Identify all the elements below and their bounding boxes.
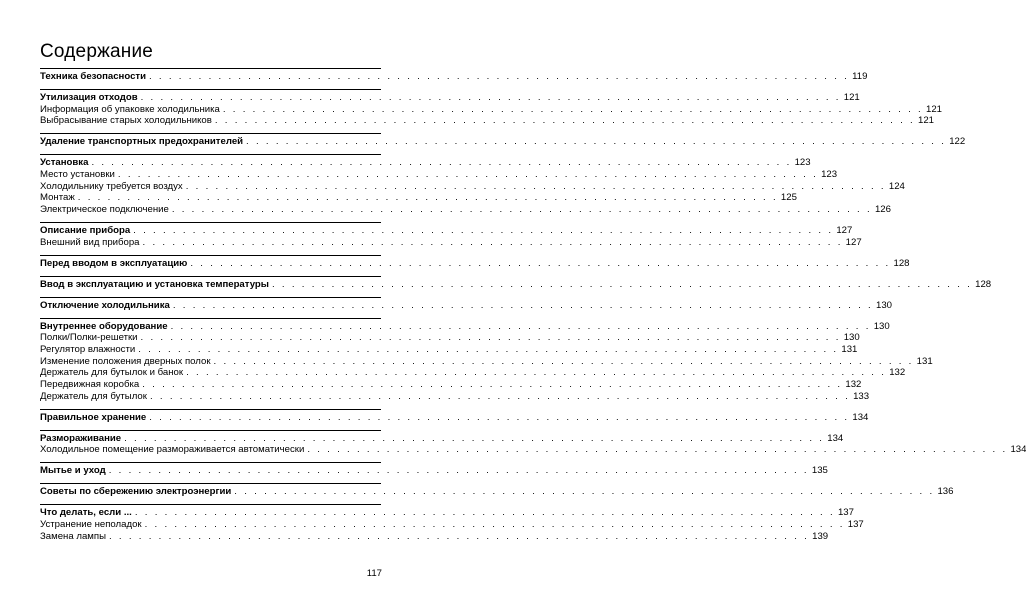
toc-entry xyxy=(40,204,891,216)
toc-entry-title: Держатель для бутылок и банок xyxy=(40,367,184,379)
toc-entry xyxy=(40,236,862,249)
toc-heading-entry xyxy=(40,432,844,445)
dot-leader: . . . . . . . . . . . . . . . . . . . . . . . . . . . . . . . . . . . . . . . . . . . . . . . . . . . . . . . . . . . . . . . . . . . . . . . xyxy=(140,91,841,103)
toc-entry-page: 136 xyxy=(937,486,954,498)
dot-leader: . . . . . . . . . . . . . . . . . . . . . . . . . . . . . . . . . . . . . . . . . . . . . . . . . . . . . . . . . . . . . . . . . . . . . . . xyxy=(134,507,835,519)
toc-entry xyxy=(40,180,905,193)
toc-section xyxy=(40,462,828,477)
toc-entry-page: 134 xyxy=(852,411,869,423)
dot-leader: . . . . . . . . . . . . . . . . . . . . . . . . . . . . . . . . . . . . . . . . . . . . . . . . . . . . . . . . . . . . . . . . . . . . . . . xyxy=(170,320,871,332)
dot-leader: . . . . . . . . . . . . . . . . . . . . . . . . . . . . . . . . . . . . . . . . . . . . . . . . . . . . . . . . . . . . . . . . . . . . . . . xyxy=(77,192,778,204)
toc-entry-title: Перед вводом в эксплуатацию xyxy=(40,257,188,269)
toc-entry-page: 131 xyxy=(916,355,933,367)
dot-leader: . . . . . . . . . . . . . . . . . . . . . . . . . . . . . . . . . . . . . . . . . . . . . . . . . . . . . . . . . . . . . . . . . . . . . . . xyxy=(138,344,839,356)
toc-entry-page: 124 xyxy=(888,180,905,192)
dot-leader: . . . . . . . . . . . . . . . . . . . . . . . . . . . . . . . . . . . . . . . . . . . . . . . . . . . . . . . . . . . . . . . . . . . . . . . xyxy=(234,486,935,498)
dot-leader: . . . . . . . . . . . . . . . . . . . . . . . . . . . . . . . . . . . . . . . . . . . . . . . . . . . . . . . . . . . . . . . . . . . . . . . xyxy=(108,465,809,477)
toc-entry xyxy=(40,192,797,204)
toc-entry xyxy=(40,444,1026,456)
toc-entry-title: Место установки xyxy=(40,169,115,180)
toc-entry-title: Передвижная коробка xyxy=(40,379,140,391)
toc-section xyxy=(40,154,905,216)
dot-leader: . . . . . . . . . . . . . . . . . . . . . . . . . . . . . . . . . . . . . . . . . . . . . . . . . . . . . . . . . . . . . . . . . . . . . . . xyxy=(186,367,887,379)
toc-entry-title: Регулятор влажности xyxy=(40,344,136,356)
toc-section xyxy=(40,89,943,127)
toc-entry-page: 133 xyxy=(853,390,870,402)
toc-entry-title: Информация об упаковке холодильника xyxy=(40,103,220,115)
toc-entry-title: Описание прибора xyxy=(40,225,131,237)
toc-entry-page: 122 xyxy=(949,136,966,148)
toc-heading-entry xyxy=(40,507,854,519)
toc-heading-entry xyxy=(40,411,869,424)
toc-section xyxy=(40,222,862,248)
toc-entry-title: Полки/Полки-решетки xyxy=(40,332,138,344)
table-of-contents xyxy=(40,68,1026,549)
toc-entry-page: 128 xyxy=(893,257,910,269)
toc-entry-page: 139 xyxy=(812,530,829,542)
dot-leader: . . . . . . . . . . . . . . . . . . . . . . . . . . . . . . . . . . . . . . . . . . . . . . . . . . . . . . . . . . . . . . . . . . . . . . . xyxy=(142,379,843,391)
toc-heading-entry xyxy=(40,70,868,83)
toc-entry-page: 121 xyxy=(917,115,934,127)
toc-heading-entry xyxy=(40,465,828,477)
toc-entry-page: 121 xyxy=(926,103,943,115)
toc-section xyxy=(40,409,869,424)
toc-section xyxy=(40,430,1026,456)
toc-entry-page: 132 xyxy=(889,367,906,379)
toc-heading-entry xyxy=(40,257,910,270)
dot-leader: . . . . . . . . . . . . . . . . . . . . . . . . . . . . . . . . . . . . . . . . . . . . . . . . . . . . . . . . . . . . . . . . . . . . . . . xyxy=(214,115,915,127)
toc-entry-title: Мытье и уход xyxy=(40,465,106,477)
toc-entry-title: Замена лампы xyxy=(40,530,106,542)
dot-leader: . . . . . . . . . . . . . . . . . . . . . . . . . . . . . . . . . . . . . . . . . . . . . . . . . . . . . . . . . . . . . . . . . . . . . . . xyxy=(171,204,872,216)
toc-entry-title: Удаление транспортных предохранителей xyxy=(40,136,244,148)
toc-entry-page: 127 xyxy=(836,225,853,237)
toc-entry-title: Холодильнику требуется воздух xyxy=(40,180,183,192)
toc-heading-entry xyxy=(40,320,890,333)
toc-entry-title: Отключение холодильника xyxy=(40,299,170,311)
toc-entry-title: Советы по сбережению электроэнергии xyxy=(40,486,232,498)
toc-entry xyxy=(40,169,838,181)
toc-section xyxy=(40,276,992,291)
dot-leader: . . . . . . . . . . . . . . . . . . . . . . . . . . . . . . . . . . . . . . . . . . . . . . . . . . . . . . . . . . . . . . . . . . . . . . . xyxy=(140,332,841,344)
toc-heading-entry xyxy=(40,91,860,104)
toc-heading-entry xyxy=(40,486,954,498)
toc-section xyxy=(40,483,954,498)
toc-entry xyxy=(40,530,829,543)
dot-leader: . . . . . . . . . . . . . . . . . . . . . . . . . . . . . . . . . . . . . . . . . . . . . . . . . . . . . . . . . . . . . . . . . . . . . . . xyxy=(185,180,886,192)
toc-entry-page: 125 xyxy=(780,192,797,204)
toc-entry xyxy=(40,332,860,344)
toc-section xyxy=(40,318,933,403)
toc-entry-title: Изменение положения дверных полок xyxy=(40,355,211,367)
dot-leader: . . . . . . . . . . . . . . . . . . . . . . . . . . . . . . . . . . . . . . . . . . . . . . . . . . . . . . . . . . . . . . . . . . . . . . . xyxy=(246,136,947,148)
dot-leader: . . . . . . . . . . . . . . . . . . . . . . . . . . . . . . . . . . . . . . . . . . . . . . . . . . . . . . . . . . . . . . . . . . . . . . . xyxy=(213,355,914,367)
toc-entry-title: Правильное хранение xyxy=(40,411,147,423)
toc-entry-title: Монтаж xyxy=(40,192,75,204)
dot-leader: . . . . . . . . . . . . . . . . . . . . . . . . . . . . . . . . . . . . . . . . . . . . . . . . . . . . . . . . . . . . . . . . . . . . . . . xyxy=(149,411,850,423)
toc-entry-page: 128 xyxy=(975,278,992,290)
toc-section xyxy=(40,297,892,312)
toc-entry-title: Ввод в эксплуатацию и установка температуры xyxy=(40,278,269,290)
toc-entry-page: 137 xyxy=(847,519,864,531)
toc-entry-page: 130 xyxy=(875,299,892,311)
toc-entry xyxy=(40,115,934,127)
dot-leader: . . . . . . . . . . . . . . . . . . . . . . . . . . . . . . . . . . . . . . . . . . . . . . . . . . . . . . . . . . . . . . . . . . . . . . . xyxy=(149,70,850,82)
toc-entry-page: 127 xyxy=(845,236,862,248)
toc-entry-title: Установка xyxy=(40,157,89,169)
toc-entry xyxy=(40,519,864,531)
dot-leader: . . . . . . . . . . . . . . . . . . . . . . . . . . . . . . . . . . . . . . . . . . . . . . . . . . . . . . . . . . . . . . . . . . . . . . . xyxy=(124,432,825,444)
toc-entry-title: Внешний вид прибора xyxy=(40,236,140,248)
toc-section xyxy=(40,133,966,148)
toc-entry-page: 131 xyxy=(841,344,858,356)
dot-leader: . . . . . . . . . . . . . . . . . . . . . . . . . . . . . . . . . . . . . . . . . . . . . . . . . . . . . . . . . . . . . . . . . . . . . . . xyxy=(142,236,843,248)
page-title: Содержание xyxy=(40,41,154,62)
toc-entry-page: 119 xyxy=(852,70,868,82)
dot-leader: . . . . . . . . . . . . . . . . . . . . . . . . . . . . . . . . . . . . . . . . . . . . . . . . . . . . . . . . . . . . . . . . . . . . . . . xyxy=(149,390,851,402)
toc-entry-title: Холодильное помещение размораживается автоматически xyxy=(40,444,305,456)
toc-entry-title: Держатель для бутылок xyxy=(40,390,147,402)
dot-leader: . . . . . . . . . . . . . . . . . . . . . . . . . . . . . . . . . . . . . . . . . . . . . . . . . . . . . . . . . . . . . . . . . . . . . . . xyxy=(117,169,819,180)
toc-entry-title: Электрическое подключение xyxy=(40,204,169,216)
dot-leader: . . . . . . . . . . . . . . . . . . . . . . . . . . . . . . . . . . . . . . . . . . . . . . . . . . . . . . . . . . . . . . . . . . . . . . . xyxy=(144,519,845,531)
toc-section xyxy=(40,68,868,83)
dot-leader: . . . . . . . . . . . . . . . . . . . . . . . . . . . . . . . . . . . . . . . . . . . . . . . . . . . . . . . . . . . . . . . . . . . . . . . xyxy=(133,225,834,237)
toc-entry xyxy=(40,103,943,116)
toc-entry xyxy=(40,390,870,403)
dot-leader: . . . . . . . . . . . . . . . . . . . . . . . . . . . . . . . . . . . . . . . . . . . . . . . . . . . . . . . . . . . . . . . . . . . . . . . xyxy=(91,157,792,169)
dot-leader: . . . . . . . . . . . . . . . . . . . . . . . . . . . . . . . . . . . . . . . . . . . . . . . . . . . . . . . . . . . . . . . . . . . . . . . xyxy=(271,278,973,290)
toc-heading-entry xyxy=(40,299,892,312)
toc-entry-page: 123 xyxy=(821,169,838,180)
toc-entry-page: 137 xyxy=(837,507,854,519)
toc-entry-page: 123 xyxy=(794,157,811,169)
toc-entry-page: 130 xyxy=(873,320,890,332)
toc-entry xyxy=(40,379,862,391)
toc-entry-title: Размораживание xyxy=(40,432,122,444)
toc-entry xyxy=(40,355,933,368)
toc-entry-page: 130 xyxy=(843,332,860,344)
dot-leader: . . . . . . . . . . . . . . . . . . . . . . . . . . . . . . . . . . . . . . . . . . . . . . . . . . . . . . . . . . . . . . . . . . . . . . . xyxy=(108,530,810,542)
dot-leader: . . . . . . . . . . . . . . . . . . . . . . . . . . . . . . . . . . . . . . . . . . . . . . . . . . . . . . . . . . . . . . . . . . . . . . . xyxy=(172,299,873,311)
toc-heading-entry xyxy=(40,225,853,237)
toc-entry xyxy=(40,344,858,356)
toc-entry-title: Техника безопасности xyxy=(40,70,146,82)
dot-leader: . . . . . . . . . . . . . . . . . . . . . . . . . . . . . . . . . . . . . . . . . . . . . . . . . . . . . . . . . . . . . . . . . . . . . . . xyxy=(190,257,891,269)
toc-entry-page: 132 xyxy=(845,379,862,391)
toc-entry-title: Устранение неполадок xyxy=(40,519,142,531)
toc-section xyxy=(40,504,864,542)
toc-entry-title: Внутреннее оборудование xyxy=(40,320,168,332)
page-number: 117 xyxy=(366,568,382,579)
toc-heading-entry xyxy=(40,136,966,148)
toc-entry-page: 121 xyxy=(843,91,860,103)
toc-entry xyxy=(40,367,906,379)
toc-entry-title: Утилизация отходов xyxy=(40,91,138,103)
toc-entry-page: 126 xyxy=(874,204,891,216)
toc-entry-page: 135 xyxy=(811,465,828,477)
dot-leader: . . . . . . . . . . . . . . . . . . . . . . . . . . . . . . . . . . . . . . . . . . . . . . . . . . . . . . . . . . . . . . . . . . . . . . . xyxy=(307,444,1008,456)
toc-entry-page: 134 xyxy=(827,432,844,444)
toc-section xyxy=(40,255,910,270)
dot-leader: . . . . . . . . . . . . . . . . . . . . . . . . . . . . . . . . . . . . . . . . . . . . . . . . . . . . . . . . . . . . . . . . . . . . . . . xyxy=(222,103,924,115)
toc-entry-page: 134 xyxy=(1010,444,1026,456)
toc-heading-entry xyxy=(40,278,992,291)
toc-heading-entry xyxy=(40,157,811,169)
toc-entry-title: Что делать, если ... xyxy=(40,507,132,519)
toc-entry-title: Выбрасывание старых холодильников xyxy=(40,115,212,127)
